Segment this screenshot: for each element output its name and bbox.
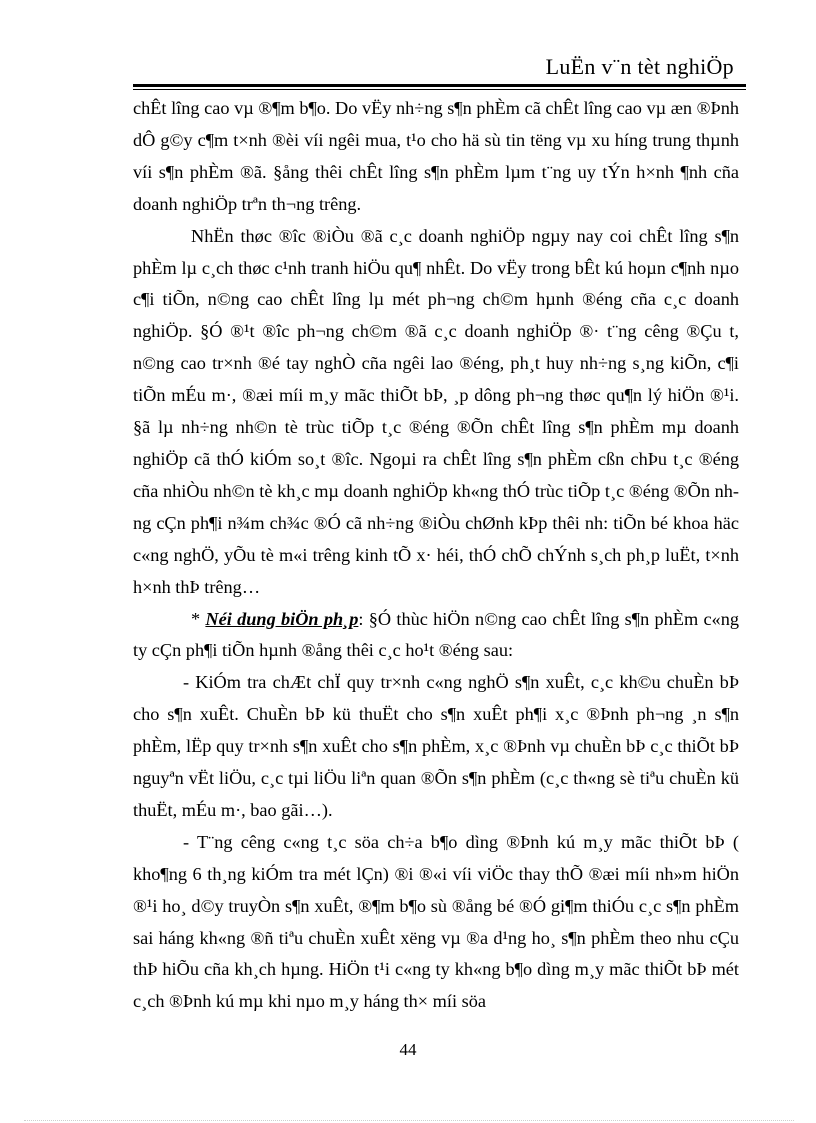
solution-paragraph (133, 604, 739, 668)
paragraph-1: chÊt lîng cao vµ ®¶m b¶o. Do vËy nh÷ng s¶n phÈm cã chÊt lîng cao vµ æn ®Þnh dÔ g©y c¶m t×nh ®èi víi ngêi mua, t¹o cho hä sù tin tëng vµ xu híng trung thµnh víi s¶n phÈm ®ã. §ång thêi chÊt lîng s¶n phÈm lµm t¨ng uy tÝn h×nh ¶nh cña doanh nghiÖp trªn th¬ng trêng. (133, 98, 739, 214)
bullet-item-2: - T¨ng cêng c«ng t¸c söa ch÷a b¶o dìng ®Þnh kú m¸y mãc thiÕt bÞ ( kho¶ng 6 th¸ng kiÓm tra mét lÇn) ®i ®«i víi viÖc thay thÕ ®æi míi nh»m hiÖn ®¹i ho¸ d©y truyÒn s¶n xuÊt, ®¶m b¶o sù ®ång bé ®Ó gi¶m thiÓu c¸c s¶n phÈm sai háng kh«ng ®ñ tiªu chuÈn xuÊt xëng vµ ®a d¹ng ho¸ s¶n phÈm theo nhu cÇu thÞ hiÕu cña kh¸ch hµng. HiÖn t¹i c«ng ty kh«ng b¶o dìng m¸y mãc thiÕt bÞ mét c¸ch ®Þnh kú mµ khi nµo m¸y háng th× míi söa (133, 831, 739, 1012)
bullet-item-1: - KiÓm tra chÆt chÏ quy tr×nh c«ng nghÖ s¶n xuÊt, c¸c kh©u chuÈn bÞ cho s¶n xuÊt. ChuÈn bÞ kü thuËt cho s¶n xuÊt ph¶i x¸c ®Þnh ph¬ng ¸n s¶n phÈm, lËp quy tr×nh s¶n xuÊt cho s¶n phÈm, x¸c ®Þnh vµ chuÈn bÞ c¸c thiÕt bÞ nguyªn vËt liÖu, c¸c tµi liÖu liªn quan ®Õn s¶n phÈm (c¸c th«ng sè tiªu chuÈn kü thuËt, mÉu m·, bao gãi…). (133, 672, 739, 820)
running-header-title: LuËn v¨n tèt nghiÖp (545, 54, 734, 79)
paragraph-2: NhËn thøc ®îc ®iÒu ®ã c¸c doanh nghiÖp ngµy nay coi chÊt lîng s¶n phÈm lµ c¸ch thøc c¹nh tranh hiÖu qu¶ nhÊt. Do vËy trong bÊt kú hoµn c¶nh nµo c¶i tiÕn, n©ng cao chÊt lîng lµ mét ph¬ng ch©m hµnh ®éng cña c¸c doanh nghiÖp. §Ó ®¹t ®îc ph¬ng ch©m ®ã c¸c doanh nghiÖp ®· t¨ng cêng ®Çu t, n©ng cao tr×nh ®é tay nghÒ cña ngêi lao ®éng, ph¸t huy nh÷ng s¸ng kiÕn, c¶i tiÕn mÉu m·, ®æi míi m¸y mãc thiÕt bÞ, ¸p dông ph¬ng thøc qu¶n lý hiÖn ®¹i. §ã lµ nh÷ng nh©n tè trùc tiÕp t¸c ®éng ®Õn chÊt lîng s¶n phÈm mµ doanh nghiÖp cã thÓ kiÓm so¸t ®îc. Ngoµi ra chÊt lîng s¶n phÈm cßn chÞu t¸c ®éng cña nhiÒu nh©n tè kh¸c mµ doanh nghiÖp kh«ng thÓ trùc tiÕp t¸c ®éng ®Õn nhng cÇn ph¶i n¾m ch¾c ®Ó cã nh÷ng ®iÒu chØnh kÞp thêi nh: tiÕn bé khoa häc c«ng nghÖ, yÕu tè m«i trêng kinh tÕ x· héi, thÓ chÕ chÝnh s¸ch ph¸p luËt, t×nh h×nh thÞ trêng… (133, 225, 739, 597)
header-rule-thick (133, 84, 746, 87)
bottom-dotted-rule (24, 1120, 794, 1121)
solution-marker: * (191, 608, 206, 629)
header-rule-thin (133, 89, 746, 90)
body-text (133, 93, 739, 1018)
page-number: 44 (399, 1040, 417, 1059)
solution-text: : §Ó thùc hiÖn n©ng cao chÊt lîng s¶n phÈm c«ng ty cÇn ph¶i tiÕn hµnh ®ång thêi c¸c ho¹t ®éng sau: (133, 608, 739, 661)
solution-heading: Néi dung biÖn ph¸p (205, 608, 359, 629)
